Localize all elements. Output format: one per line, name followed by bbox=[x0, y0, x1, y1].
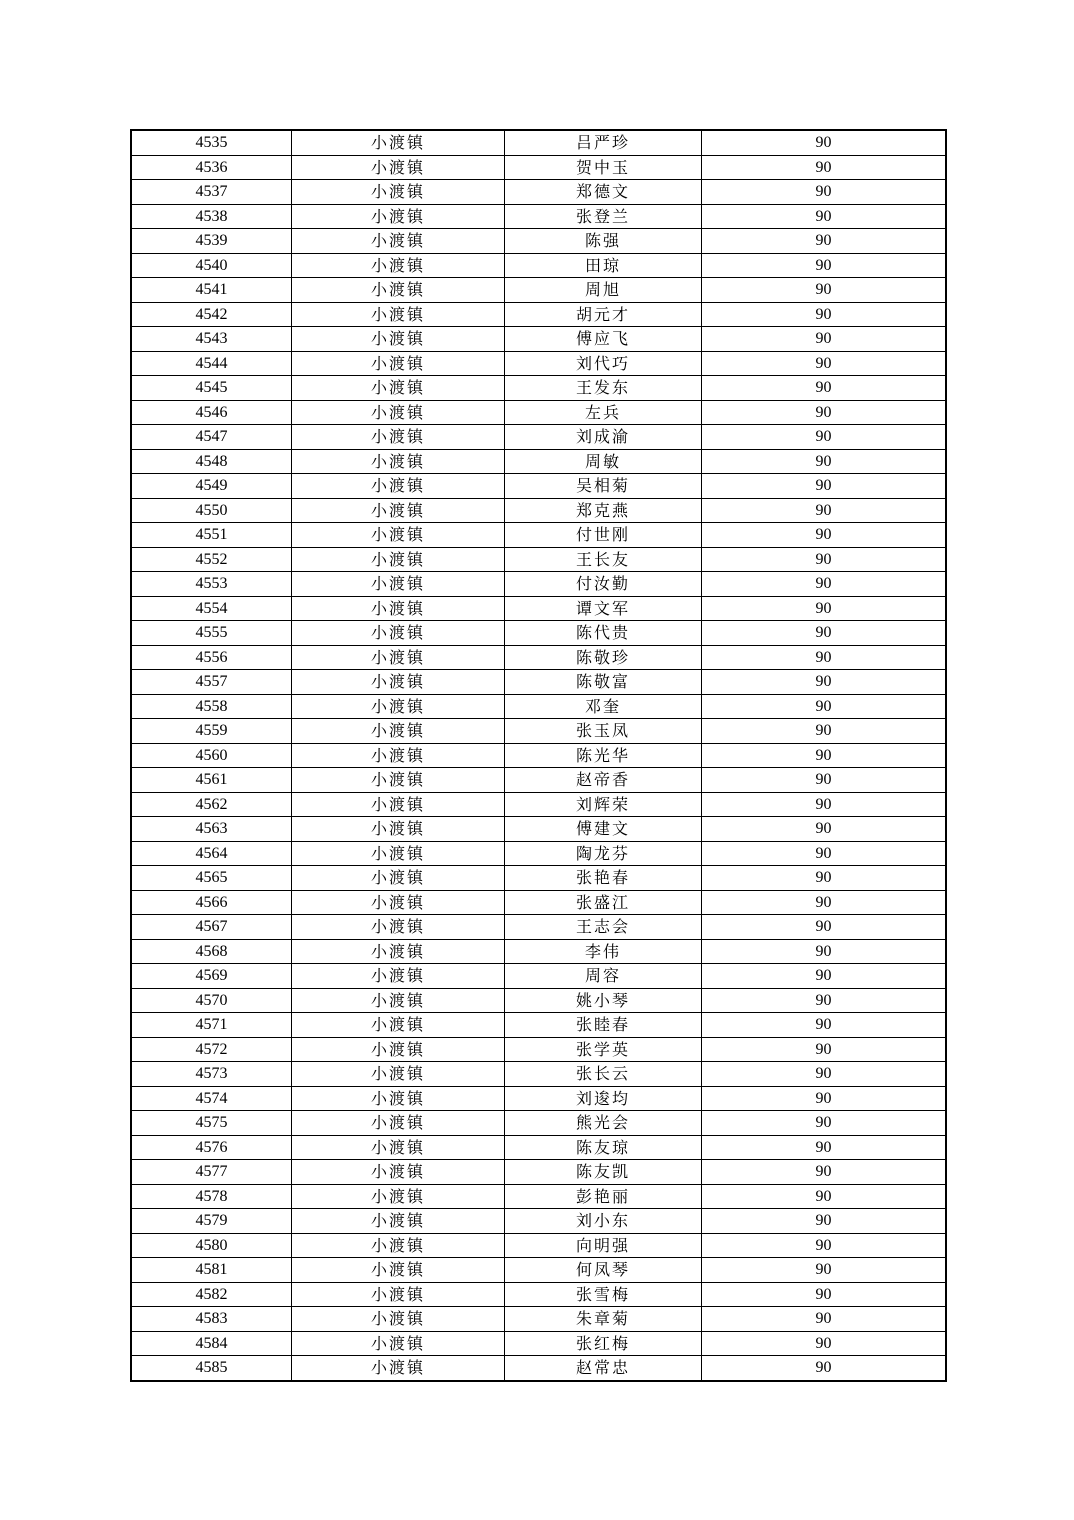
town-cell: 小渡镇 bbox=[292, 1331, 505, 1356]
person-name-cell: 付汝勤 bbox=[505, 572, 702, 597]
town-cell: 小渡镇 bbox=[292, 474, 505, 499]
town-cell: 小渡镇 bbox=[292, 1184, 505, 1209]
table-row bbox=[131, 915, 946, 940]
person-name-cell: 姚小琴 bbox=[505, 988, 702, 1013]
score-cell: 90 bbox=[702, 841, 947, 866]
person-name-cell: 朱章菊 bbox=[505, 1307, 702, 1332]
score-cell: 90 bbox=[702, 621, 947, 646]
person-name-cell: 周容 bbox=[505, 964, 702, 989]
person-name-cell: 刘辉荣 bbox=[505, 792, 702, 817]
row-number-cell: 4552 bbox=[131, 547, 292, 572]
table-row bbox=[131, 474, 946, 499]
table-row bbox=[131, 351, 946, 376]
row-number-cell: 4554 bbox=[131, 596, 292, 621]
town-cell: 小渡镇 bbox=[292, 425, 505, 450]
row-number-cell: 4544 bbox=[131, 351, 292, 376]
score-cell: 90 bbox=[702, 964, 947, 989]
score-cell: 90 bbox=[702, 988, 947, 1013]
town-cell: 小渡镇 bbox=[292, 768, 505, 793]
town-cell: 小渡镇 bbox=[292, 130, 505, 155]
row-number-cell: 4548 bbox=[131, 449, 292, 474]
row-number-cell: 4560 bbox=[131, 743, 292, 768]
score-cell: 90 bbox=[702, 694, 947, 719]
town-cell: 小渡镇 bbox=[292, 719, 505, 744]
roster-table-body bbox=[131, 130, 946, 1381]
person-name-cell: 傅建文 bbox=[505, 817, 702, 842]
row-number-cell: 4573 bbox=[131, 1062, 292, 1087]
town-cell: 小渡镇 bbox=[292, 302, 505, 327]
person-name-cell: 赵帝香 bbox=[505, 768, 702, 793]
row-number-cell: 4558 bbox=[131, 694, 292, 719]
person-name-cell: 张艳春 bbox=[505, 866, 702, 891]
person-name-cell: 郑德文 bbox=[505, 180, 702, 205]
row-number-cell: 4579 bbox=[131, 1209, 292, 1234]
person-name-cell: 陈光华 bbox=[505, 743, 702, 768]
table-row bbox=[131, 1209, 946, 1234]
score-cell: 90 bbox=[702, 572, 947, 597]
row-number-cell: 4564 bbox=[131, 841, 292, 866]
table-row bbox=[131, 204, 946, 229]
row-number-cell: 4543 bbox=[131, 327, 292, 352]
town-cell: 小渡镇 bbox=[292, 1086, 505, 1111]
person-name-cell: 刘小东 bbox=[505, 1209, 702, 1234]
score-cell: 90 bbox=[702, 351, 947, 376]
row-number-cell: 4576 bbox=[131, 1135, 292, 1160]
person-name-cell: 熊光会 bbox=[505, 1111, 702, 1136]
person-name-cell: 吴相菊 bbox=[505, 474, 702, 499]
table-row bbox=[131, 180, 946, 205]
town-cell: 小渡镇 bbox=[292, 890, 505, 915]
person-name-cell: 左兵 bbox=[505, 400, 702, 425]
score-cell: 90 bbox=[702, 449, 947, 474]
table-row bbox=[131, 327, 946, 352]
row-number-cell: 4536 bbox=[131, 155, 292, 180]
town-cell: 小渡镇 bbox=[292, 498, 505, 523]
table-row bbox=[131, 498, 946, 523]
person-name-cell: 张雪梅 bbox=[505, 1282, 702, 1307]
table-row bbox=[131, 645, 946, 670]
town-cell: 小渡镇 bbox=[292, 670, 505, 695]
table-row bbox=[131, 278, 946, 303]
person-name-cell: 张学英 bbox=[505, 1037, 702, 1062]
person-name-cell: 张盛江 bbox=[505, 890, 702, 915]
town-cell: 小渡镇 bbox=[292, 400, 505, 425]
table-row bbox=[131, 792, 946, 817]
person-name-cell: 胡元才 bbox=[505, 302, 702, 327]
row-number-cell: 4555 bbox=[131, 621, 292, 646]
town-cell: 小渡镇 bbox=[292, 1356, 505, 1381]
town-cell: 小渡镇 bbox=[292, 327, 505, 352]
person-name-cell: 陈友琼 bbox=[505, 1135, 702, 1160]
person-name-cell: 向明强 bbox=[505, 1233, 702, 1258]
row-number-cell: 4557 bbox=[131, 670, 292, 695]
row-number-cell: 4575 bbox=[131, 1111, 292, 1136]
table-row bbox=[131, 1013, 946, 1038]
row-number-cell: 4568 bbox=[131, 939, 292, 964]
person-name-cell: 付世刚 bbox=[505, 523, 702, 548]
table-row bbox=[131, 621, 946, 646]
town-cell: 小渡镇 bbox=[292, 841, 505, 866]
score-cell: 90 bbox=[702, 1307, 947, 1332]
town-cell: 小渡镇 bbox=[292, 1233, 505, 1258]
row-number-cell: 4572 bbox=[131, 1037, 292, 1062]
town-cell: 小渡镇 bbox=[292, 547, 505, 572]
table-row bbox=[131, 1184, 946, 1209]
score-cell: 90 bbox=[702, 155, 947, 180]
row-number-cell: 4542 bbox=[131, 302, 292, 327]
table-row bbox=[131, 866, 946, 891]
row-number-cell: 4547 bbox=[131, 425, 292, 450]
row-number-cell: 4563 bbox=[131, 817, 292, 842]
person-name-cell: 李伟 bbox=[505, 939, 702, 964]
score-cell: 90 bbox=[702, 327, 947, 352]
table-row bbox=[131, 719, 946, 744]
person-name-cell: 王长友 bbox=[505, 547, 702, 572]
town-cell: 小渡镇 bbox=[292, 1307, 505, 1332]
table-row bbox=[131, 1356, 946, 1381]
table-row bbox=[131, 130, 946, 155]
row-number-cell: 4582 bbox=[131, 1282, 292, 1307]
score-cell: 90 bbox=[702, 278, 947, 303]
town-cell: 小渡镇 bbox=[292, 621, 505, 646]
table-row bbox=[131, 547, 946, 572]
score-cell: 90 bbox=[702, 253, 947, 278]
score-cell: 90 bbox=[702, 180, 947, 205]
person-name-cell: 刘成渝 bbox=[505, 425, 702, 450]
town-cell: 小渡镇 bbox=[292, 1111, 505, 1136]
town-cell: 小渡镇 bbox=[292, 866, 505, 891]
table-row bbox=[131, 743, 946, 768]
person-name-cell: 张红梅 bbox=[505, 1331, 702, 1356]
town-cell: 小渡镇 bbox=[292, 1258, 505, 1283]
table-row bbox=[131, 1037, 946, 1062]
table-row bbox=[131, 1160, 946, 1185]
table-row bbox=[131, 229, 946, 254]
town-cell: 小渡镇 bbox=[292, 964, 505, 989]
person-name-cell: 彭艳丽 bbox=[505, 1184, 702, 1209]
person-name-cell: 傅应飞 bbox=[505, 327, 702, 352]
score-cell: 90 bbox=[702, 915, 947, 940]
town-cell: 小渡镇 bbox=[292, 988, 505, 1013]
person-name-cell: 邓奎 bbox=[505, 694, 702, 719]
table-row bbox=[131, 1307, 946, 1332]
person-name-cell: 吕严珍 bbox=[505, 130, 702, 155]
row-number-cell: 4577 bbox=[131, 1160, 292, 1185]
score-cell: 90 bbox=[702, 1160, 947, 1185]
town-cell: 小渡镇 bbox=[292, 645, 505, 670]
table-row bbox=[131, 817, 946, 842]
row-number-cell: 4546 bbox=[131, 400, 292, 425]
row-number-cell: 4565 bbox=[131, 866, 292, 891]
score-cell: 90 bbox=[702, 400, 947, 425]
row-number-cell: 4540 bbox=[131, 253, 292, 278]
score-cell: 90 bbox=[702, 1013, 947, 1038]
row-number-cell: 4578 bbox=[131, 1184, 292, 1209]
score-cell: 90 bbox=[702, 523, 947, 548]
table-row bbox=[131, 1258, 946, 1283]
row-number-cell: 4541 bbox=[131, 278, 292, 303]
town-cell: 小渡镇 bbox=[292, 523, 505, 548]
town-cell: 小渡镇 bbox=[292, 1037, 505, 1062]
score-cell: 90 bbox=[702, 1356, 947, 1381]
town-cell: 小渡镇 bbox=[292, 596, 505, 621]
score-cell: 90 bbox=[702, 817, 947, 842]
row-number-cell: 4585 bbox=[131, 1356, 292, 1381]
town-cell: 小渡镇 bbox=[292, 278, 505, 303]
table-row bbox=[131, 1135, 946, 1160]
table-row bbox=[131, 302, 946, 327]
row-number-cell: 4549 bbox=[131, 474, 292, 499]
town-cell: 小渡镇 bbox=[292, 743, 505, 768]
row-number-cell: 4550 bbox=[131, 498, 292, 523]
table-row bbox=[131, 1331, 946, 1356]
town-cell: 小渡镇 bbox=[292, 155, 505, 180]
town-cell: 小渡镇 bbox=[292, 229, 505, 254]
score-cell: 90 bbox=[702, 1062, 947, 1087]
table-row bbox=[131, 253, 946, 278]
table-row bbox=[131, 841, 946, 866]
row-number-cell: 4559 bbox=[131, 719, 292, 744]
score-cell: 90 bbox=[702, 1086, 947, 1111]
person-name-cell: 周敏 bbox=[505, 449, 702, 474]
score-cell: 90 bbox=[702, 645, 947, 670]
town-cell: 小渡镇 bbox=[292, 1135, 505, 1160]
score-cell: 90 bbox=[702, 302, 947, 327]
score-cell: 90 bbox=[702, 939, 947, 964]
score-cell: 90 bbox=[702, 866, 947, 891]
score-cell: 90 bbox=[702, 1111, 947, 1136]
person-name-cell: 田琼 bbox=[505, 253, 702, 278]
score-cell: 90 bbox=[702, 1135, 947, 1160]
score-cell: 90 bbox=[702, 498, 947, 523]
row-number-cell: 4570 bbox=[131, 988, 292, 1013]
town-cell: 小渡镇 bbox=[292, 180, 505, 205]
person-name-cell: 刘逡均 bbox=[505, 1086, 702, 1111]
score-cell: 90 bbox=[702, 547, 947, 572]
row-number-cell: 4583 bbox=[131, 1307, 292, 1332]
person-name-cell: 刘代巧 bbox=[505, 351, 702, 376]
row-number-cell: 4538 bbox=[131, 204, 292, 229]
town-cell: 小渡镇 bbox=[292, 1209, 505, 1234]
person-name-cell: 王志会 bbox=[505, 915, 702, 940]
row-number-cell: 4539 bbox=[131, 229, 292, 254]
score-cell: 90 bbox=[702, 1233, 947, 1258]
person-name-cell: 陈敬珍 bbox=[505, 645, 702, 670]
table-row bbox=[131, 694, 946, 719]
table-row bbox=[131, 890, 946, 915]
row-number-cell: 4584 bbox=[131, 1331, 292, 1356]
score-cell: 90 bbox=[702, 204, 947, 229]
table-row bbox=[131, 1233, 946, 1258]
score-cell: 90 bbox=[702, 596, 947, 621]
town-cell: 小渡镇 bbox=[292, 449, 505, 474]
score-cell: 90 bbox=[702, 1258, 947, 1283]
score-cell: 90 bbox=[702, 670, 947, 695]
table-row bbox=[131, 449, 946, 474]
score-cell: 90 bbox=[702, 719, 947, 744]
table-row bbox=[131, 425, 946, 450]
town-cell: 小渡镇 bbox=[292, 694, 505, 719]
person-name-cell: 陶龙芬 bbox=[505, 841, 702, 866]
person-name-cell: 谭文军 bbox=[505, 596, 702, 621]
row-number-cell: 4545 bbox=[131, 376, 292, 401]
score-cell: 90 bbox=[702, 1184, 947, 1209]
town-cell: 小渡镇 bbox=[292, 1062, 505, 1087]
table-row bbox=[131, 400, 946, 425]
town-cell: 小渡镇 bbox=[292, 376, 505, 401]
table-row bbox=[131, 670, 946, 695]
table-row bbox=[131, 1111, 946, 1136]
person-name-cell: 陈敬富 bbox=[505, 670, 702, 695]
row-number-cell: 4551 bbox=[131, 523, 292, 548]
table-row bbox=[131, 376, 946, 401]
town-cell: 小渡镇 bbox=[292, 939, 505, 964]
row-number-cell: 4569 bbox=[131, 964, 292, 989]
town-cell: 小渡镇 bbox=[292, 351, 505, 376]
town-cell: 小渡镇 bbox=[292, 792, 505, 817]
person-name-cell: 陈代贵 bbox=[505, 621, 702, 646]
score-cell: 90 bbox=[702, 768, 947, 793]
table-row bbox=[131, 1282, 946, 1307]
person-name-cell: 张玉凤 bbox=[505, 719, 702, 744]
person-name-cell: 张登兰 bbox=[505, 204, 702, 229]
table-row bbox=[131, 1086, 946, 1111]
town-cell: 小渡镇 bbox=[292, 1282, 505, 1307]
score-cell: 90 bbox=[702, 1331, 947, 1356]
score-cell: 90 bbox=[702, 425, 947, 450]
town-cell: 小渡镇 bbox=[292, 572, 505, 597]
row-number-cell: 4553 bbox=[131, 572, 292, 597]
person-name-cell: 贺中玉 bbox=[505, 155, 702, 180]
town-cell: 小渡镇 bbox=[292, 1160, 505, 1185]
town-cell: 小渡镇 bbox=[292, 817, 505, 842]
row-number-cell: 4561 bbox=[131, 768, 292, 793]
row-number-cell: 4556 bbox=[131, 645, 292, 670]
town-cell: 小渡镇 bbox=[292, 253, 505, 278]
person-name-cell: 王发东 bbox=[505, 376, 702, 401]
score-cell: 90 bbox=[702, 792, 947, 817]
table-row bbox=[131, 1062, 946, 1087]
score-cell: 90 bbox=[702, 130, 947, 155]
table-row bbox=[131, 155, 946, 180]
row-number-cell: 4535 bbox=[131, 130, 292, 155]
score-cell: 90 bbox=[702, 229, 947, 254]
score-cell: 90 bbox=[702, 474, 947, 499]
table-row bbox=[131, 939, 946, 964]
town-cell: 小渡镇 bbox=[292, 1013, 505, 1038]
score-cell: 90 bbox=[702, 1037, 947, 1062]
row-number-cell: 4571 bbox=[131, 1013, 292, 1038]
person-name-cell: 张睦春 bbox=[505, 1013, 702, 1038]
row-number-cell: 4580 bbox=[131, 1233, 292, 1258]
row-number-cell: 4567 bbox=[131, 915, 292, 940]
table-row bbox=[131, 988, 946, 1013]
table-row bbox=[131, 964, 946, 989]
town-cell: 小渡镇 bbox=[292, 204, 505, 229]
roster-table bbox=[130, 129, 947, 1382]
score-cell: 90 bbox=[702, 1209, 947, 1234]
town-cell: 小渡镇 bbox=[292, 915, 505, 940]
row-number-cell: 4574 bbox=[131, 1086, 292, 1111]
table-row bbox=[131, 596, 946, 621]
table-row bbox=[131, 572, 946, 597]
table-row bbox=[131, 768, 946, 793]
score-cell: 90 bbox=[702, 890, 947, 915]
score-cell: 90 bbox=[702, 1282, 947, 1307]
person-name-cell: 张长云 bbox=[505, 1062, 702, 1087]
person-name-cell: 何凤琴 bbox=[505, 1258, 702, 1283]
score-cell: 90 bbox=[702, 376, 947, 401]
person-name-cell: 郑克燕 bbox=[505, 498, 702, 523]
score-cell: 90 bbox=[702, 743, 947, 768]
person-name-cell: 赵常忠 bbox=[505, 1356, 702, 1381]
row-number-cell: 4581 bbox=[131, 1258, 292, 1283]
person-name-cell: 周旭 bbox=[505, 278, 702, 303]
table-row bbox=[131, 523, 946, 548]
person-name-cell: 陈强 bbox=[505, 229, 702, 254]
person-name-cell: 陈友凯 bbox=[505, 1160, 702, 1185]
row-number-cell: 4566 bbox=[131, 890, 292, 915]
row-number-cell: 4562 bbox=[131, 792, 292, 817]
row-number-cell: 4537 bbox=[131, 180, 292, 205]
